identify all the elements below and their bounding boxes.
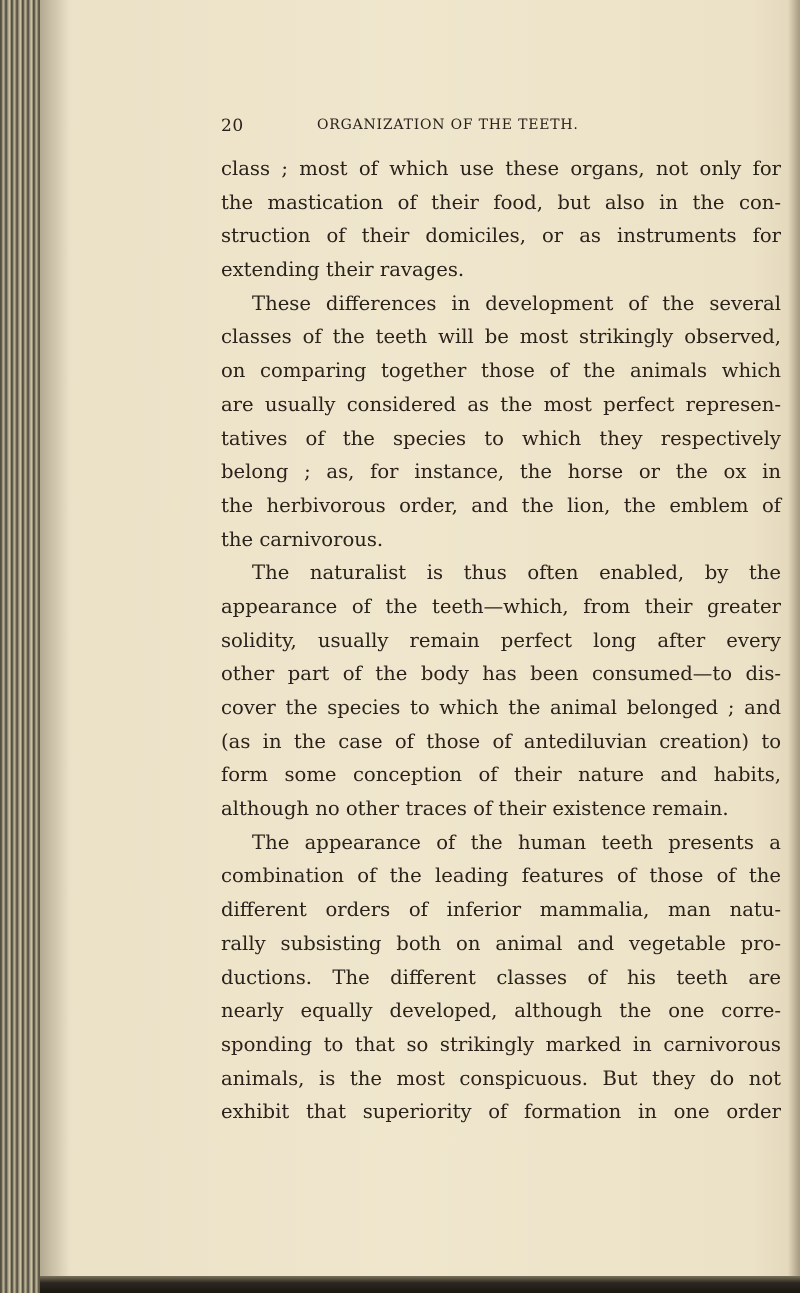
text-line: (as in the case of those of antediluvian creation) to (221, 729, 781, 753)
text-line: exhibit that superiority of formation in one order (221, 1100, 781, 1124)
text-line: belong ; as, for instance, the horse or the ox in (221, 460, 781, 484)
text-line: The naturalist is thus often enabled, by the (252, 561, 781, 585)
text-line: combination of the leading features of those of the (221, 864, 781, 888)
page-right-edge (788, 0, 800, 1293)
text-line: on comparing together those of the animals which (221, 359, 781, 383)
text-line: animals, is the most conspicuous. But they do not (221, 1066, 781, 1090)
text-line: class ; most of which use these organs, not only for (221, 157, 781, 180)
text-line: These differences in development of the several (252, 291, 781, 315)
text-line: the carnivorous. (221, 527, 384, 551)
text-line: classes of the teeth will be most strikingly observed, (221, 325, 781, 349)
text-line: The appearance of the human teeth presents a (252, 830, 781, 854)
text-line: the herbivorous order, and the lion, the emblem of (221, 493, 781, 517)
page-bottom-edge (40, 1276, 800, 1293)
text-line: different orders of inferior mammalia, man natu- (221, 898, 781, 922)
text-line: sponding to that so strikingly marked in carnivorous (221, 1032, 781, 1056)
gutter-shadow (40, 0, 70, 1293)
text-line: appearance of the teeth—which, from their greater (221, 594, 781, 618)
page-number: 20 (221, 116, 244, 136)
text-line: form some conception of their nature and habits, (221, 763, 781, 787)
text-line: rally subsisting both on animal and vegetable pro- (221, 931, 781, 955)
text-line: solidity, usually remain perfect long after every (221, 628, 781, 652)
text-line: are usually considered as the most perfect represen- (221, 392, 781, 416)
text-line: other part of the body has been consumed—to dis- (221, 662, 781, 686)
text-line: the mastication of their food, but also in the con- (221, 190, 781, 214)
text-line: tatives of the species to which they respectively (221, 426, 781, 450)
text-line: ductions. The different classes of his teeth are (221, 965, 781, 989)
body-text (221, 152, 781, 1129)
text-line: although no other traces of their existence remain. (221, 797, 729, 821)
running-head-title: ORGANIZATION OF THE TEETH. (317, 117, 579, 133)
text-line: struction of their domiciles, or as instruments for (221, 224, 781, 248)
book-binding-edge (0, 0, 40, 1293)
text-line: cover the species to which the animal belonged ; and (221, 696, 781, 719)
running-head (221, 116, 781, 142)
text-line: extending their ravages. (221, 258, 465, 282)
text-line: nearly equally developed, although the one corre- (221, 999, 781, 1023)
